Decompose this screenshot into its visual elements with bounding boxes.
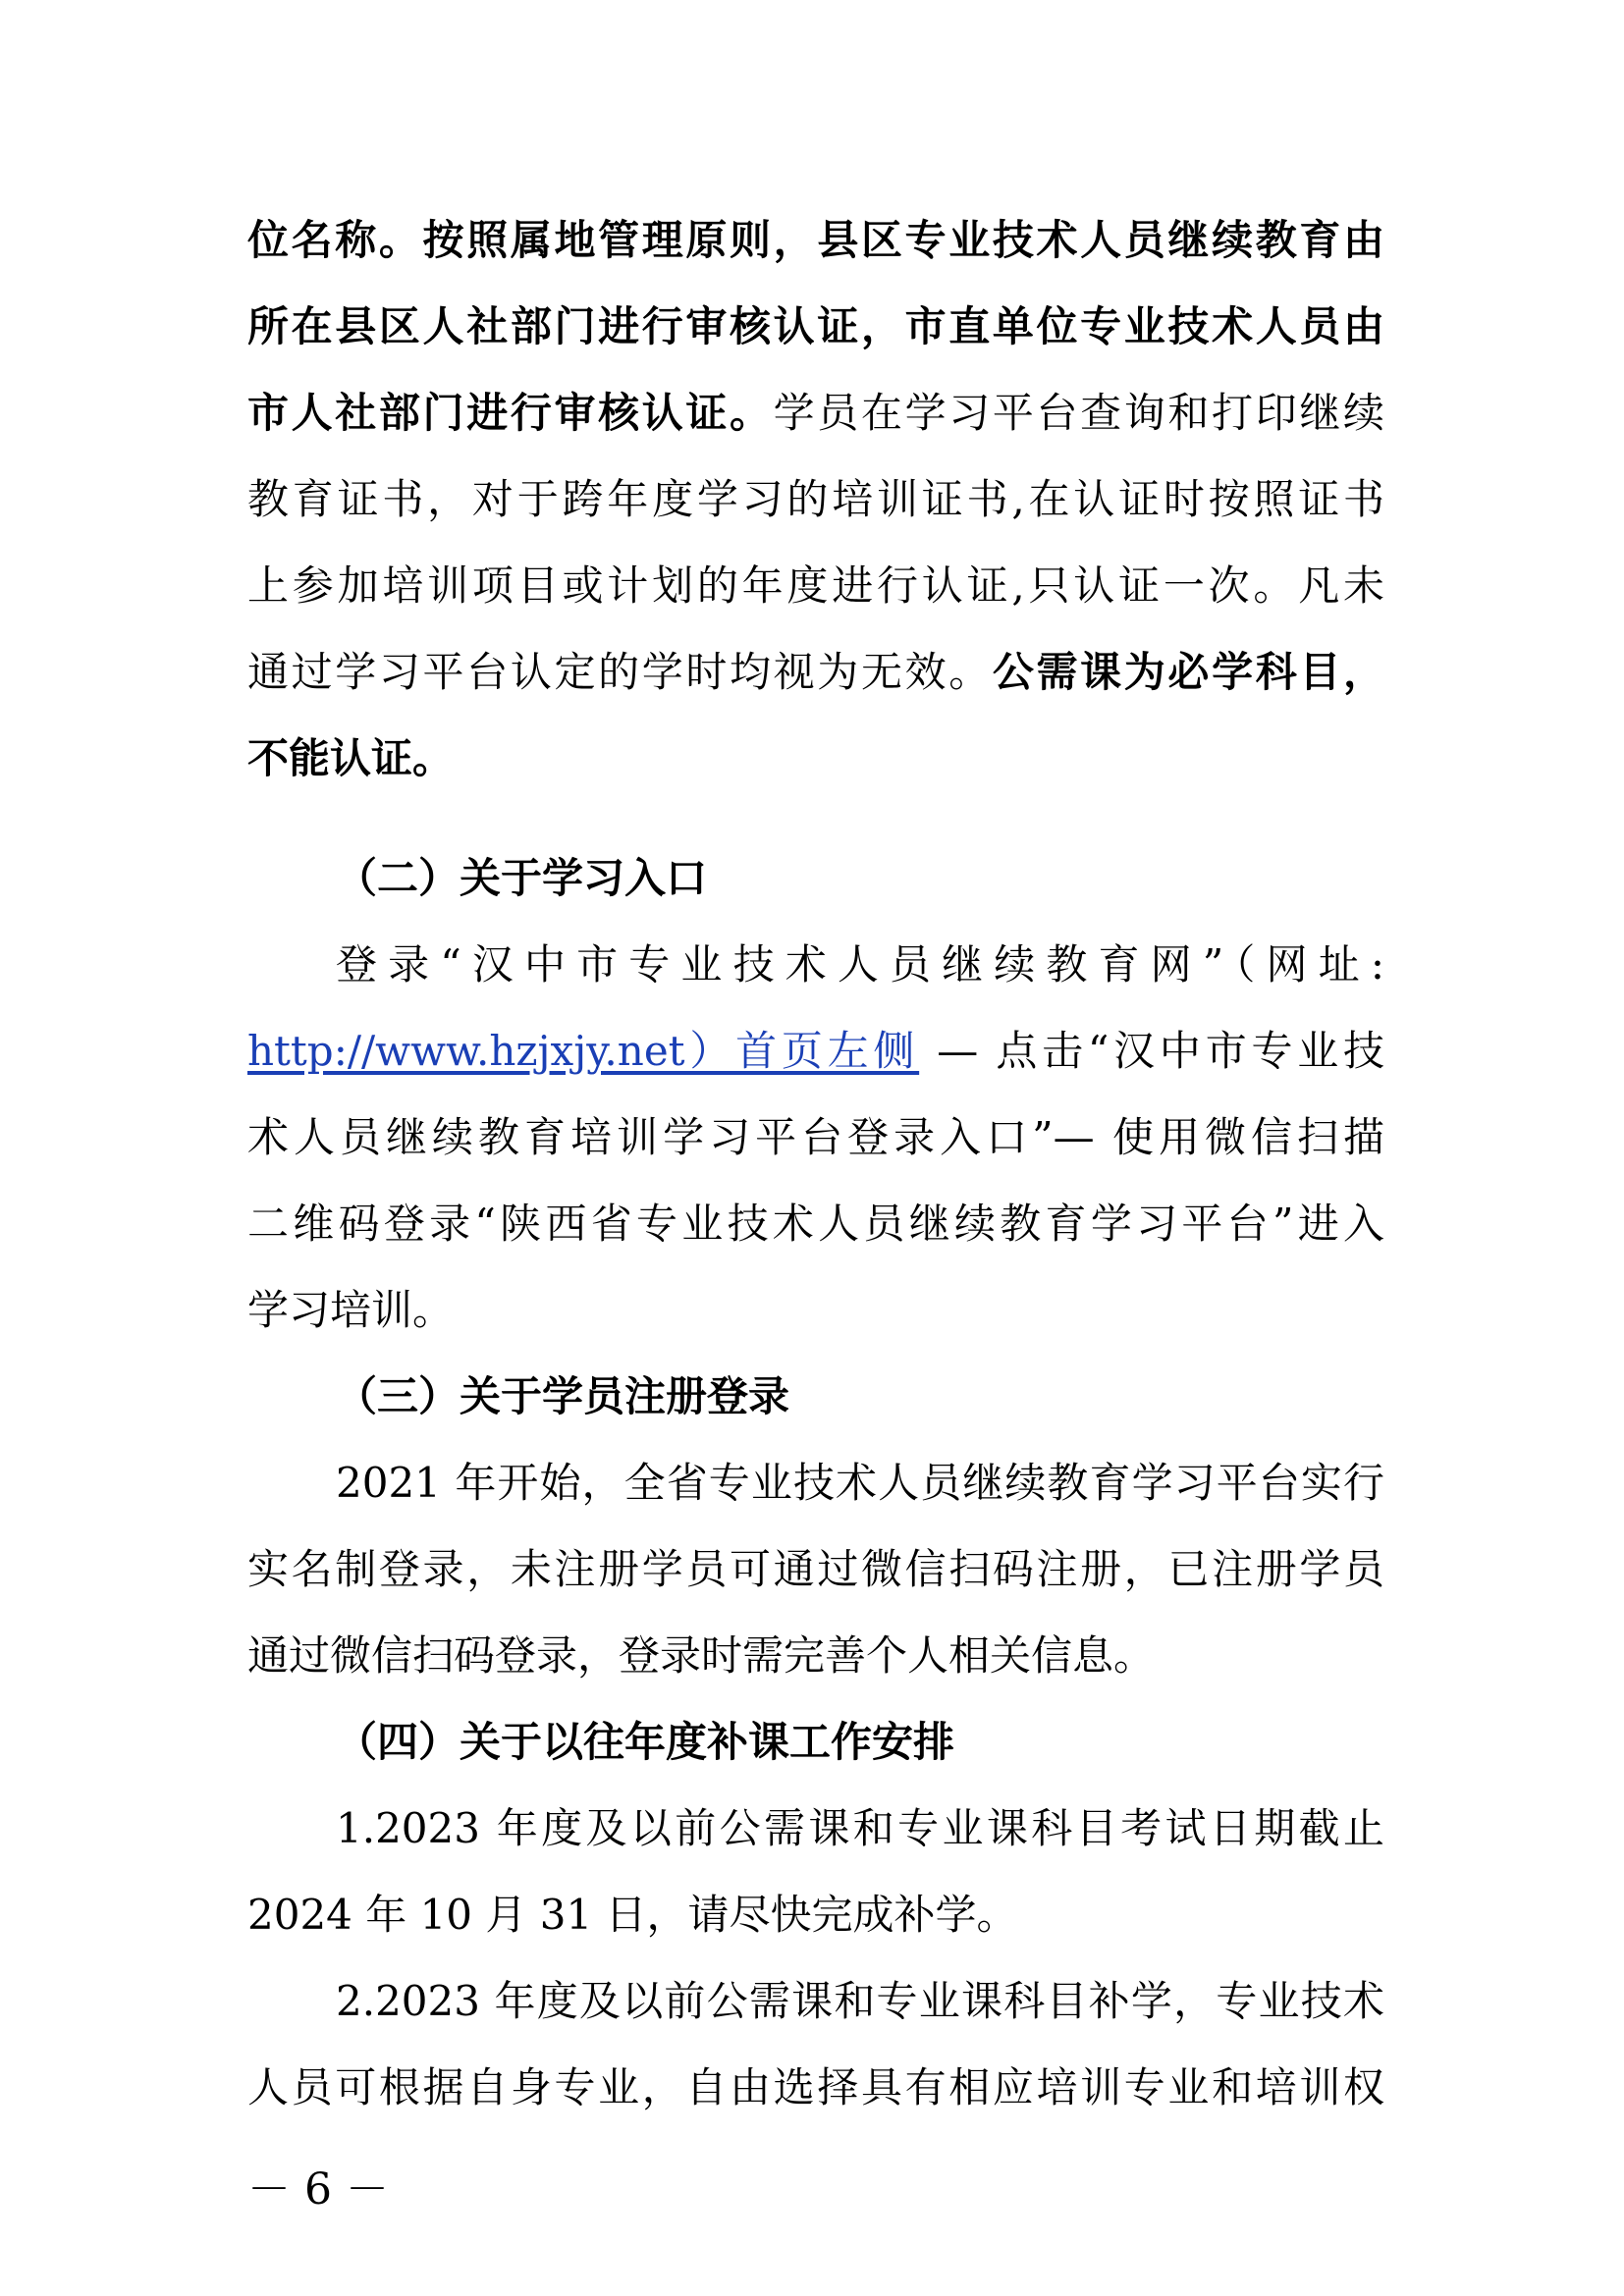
section3-line1: 2021 年开始，全省专业技术人员继续教育学习平台实行 — [336, 1459, 1384, 1507]
paragraph1-line3-normal: 学员在学习平台查询和打印继续 — [773, 389, 1384, 437]
section2-line1: 登录“汉中市专业技术人员继续教育网”（网址: — [336, 940, 1384, 988]
section2-line3: 术人员继续教育培训学习平台登录入口”— 使用微信扫描 — [247, 1113, 1384, 1161]
section2-heading: （二）关于学习入口 — [336, 854, 708, 902]
paragraph1-line6-bold: 公需课为必学科目， — [992, 648, 1384, 696]
section2-line4: 二维码登录“陕西省专业技术人员继续教育学习平台”进入 — [247, 1200, 1384, 1248]
section2-line2 — [247, 1017, 1384, 1086]
section4-item2-line1: 2.2023 年度及以前公需课和专业课科目补学，专业技术 — [336, 1977, 1384, 2025]
section4-item1-line2: 2024 年 10 月 31 日，请尽快完成补学。 — [247, 1891, 1018, 1939]
paragraph1-line6-normal: 通过学习平台认定的学时均视为无效。 — [247, 648, 993, 696]
section3-line3: 通过微信扫码登录，登录时需完善个人相关信息。 — [247, 1631, 1156, 1680]
paragraph1-line1: 位名称。按照属地管理原则，县区专业技术人员继续教育由 — [247, 216, 1384, 264]
paragraph1-line3-bold: 市人社部门进行审核认证。 — [247, 389, 774, 437]
paragraph1-line3 — [247, 379, 1384, 448]
paragraph1-line4: 教育证书，对于跨年度学习的培训证书,在认证时按照证书 — [247, 475, 1384, 523]
section3-heading: （三）关于学员注册登录 — [336, 1372, 790, 1420]
paragraph1-line6 — [247, 638, 1384, 707]
section4-heading: （四）关于以往年度补课工作安排 — [336, 1718, 955, 1766]
section3-line2: 实名制登录，未注册学员可通过微信扫码注册，已注册学员 — [247, 1545, 1384, 1593]
section2-line2-rest: — 点击“汉中市专业技 — [937, 1027, 1384, 1075]
paragraph1-line7: 不能认证。 — [247, 734, 455, 782]
page-number: － 6 － — [247, 2164, 389, 2215]
website-link[interactable]: http://www.hzjxjy.net）首页左侧 — [247, 1027, 920, 1075]
paragraph1-line5: 上参加培训项目或计划的年度进行认证,只认证一次。凡未 — [247, 561, 1384, 610]
section2-line5: 学习培训。 — [247, 1286, 455, 1334]
section4-item2-line2: 人员可根据自身专业，自由选择具有相应培训专业和培训权 — [247, 2063, 1384, 2111]
section4-item1-line1: 1.2023 年度及以前公需课和专业课科目考试日期截止 — [336, 1804, 1384, 1852]
paragraph1-line2: 所在县区人社部门进行审核认证，市直单位专业技术人员由 — [247, 302, 1384, 350]
